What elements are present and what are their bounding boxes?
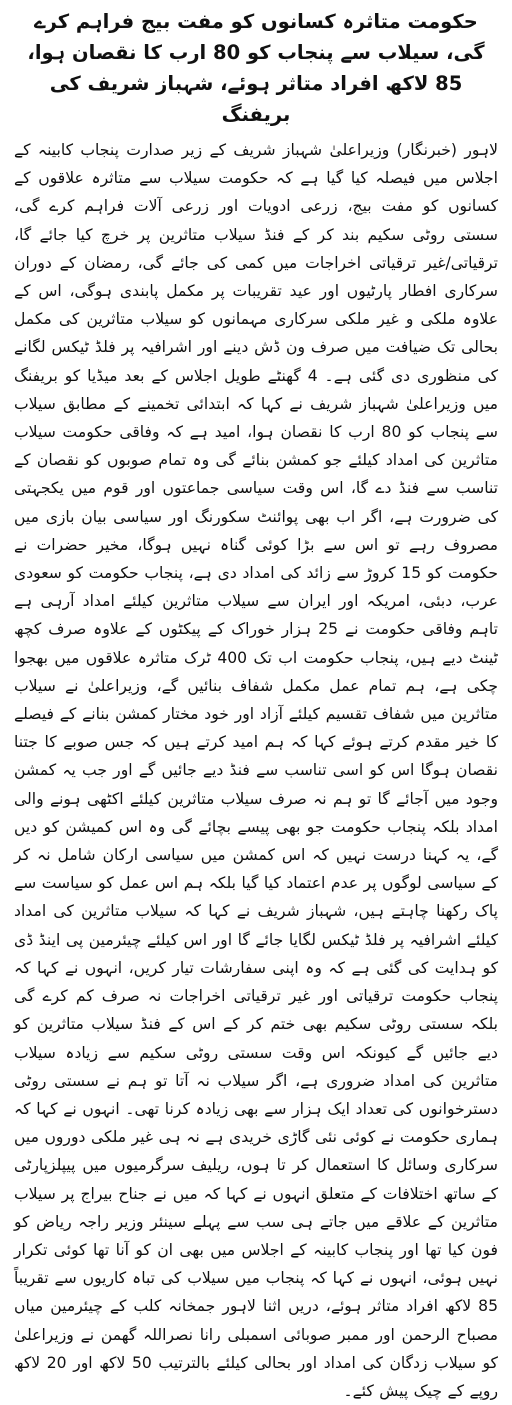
article-body: لاہور (خبرنگار) وزیراعلیٰ شہباز شریف کے زیر صدارت پنجاب کابینہ کے اجلاس میں فیصلہ کیا گیا ہے کہ حکومت سیلاب سے متاثرہ علاقوں کے کسانوں کو مفت بیج، زرعی ادویات اور زرعی آلات فراہم کرے گی، سستی روٹی سکیم بند کر کے فنڈ سیلاب متاثرین پر خرچ کیا جائے گا، ترقیاتی/غیر ترقیاتی اخراجات میں کمی کی جائے گی، رمضان کے دوران سرکاری افطار پارٹیوں اور عید تقریبات پر مکمل پابندی ہوگی، اس کے علاوہ ملکی و غیر ملکی سرکاری مہمانوں کو سیلاب متاثرین کی مکمل بحالی تک ضیافت میں صرف ون ڈش دینے اور اشرافیہ پر فلڈ ٹیکس لگانے کی منظوری دی گئی ہے۔ 4 گھنٹے طویل اجلاس کے بعد میڈیا کو بریفنگ میں وزیراعلیٰ شہباز شریف نے کہا کہ ابتدائی تخمینے کے مطابق سیلاب سے پنجاب کو 80 ارب کا نقصان ہوا، امید ہے کہ وفاقی حکومت سیلاب متاثرین کی امداد کیلئے جو کمشن بنائے گی وہ تمام صوبوں کو نقصان کے تناسب سے فنڈ دے گا، اس وقت سیاسی جماعتوں اور قوم میں یکجہتی کی ضرورت ہے، اگر اب بھی پوائنٹ سکورنگ اور سیاسی بیان بازی میں مصروف رہے تو اس سے بڑا کوئی گناہ نہیں ہوگا، مخیر حضرات نے حکومت کو 15 کروڑ سے زائد کی امداد دی ہے، پنجاب حکومت کو سعودی عرب، دبئی، امریکہ اور ایران سے سیلاب متاثرین کیلئے امداد آرہی ہے تاہم وفاقی حکومت نے 25 ہزار خوراک کے پیکٹوں کے علاوہ صرف کچھ ٹینٹ دیے ہیں، پنجاب حکومت اب تک 400 ٹرک متاثرہ علاقوں میں بھجوا چکی ہے، ہم تمام عمل مکمل شفاف بنائیں گے، وزیراعلیٰ نے سیلاب متاثرین میں شفاف تقسیم کیلئے آزاد اور خود مختار کمشن بنانے کے فیصلے کا خیر مقدم کرتے ہوئے کہا کہ ہم امید کرتے ہیں کہ جس صوبے کا جتنا نقصان ہوگا اس کو اسی تناسب سے فنڈ دیے جائیں گے اور جب یہ کمشن وجود میں آجائے گا تو ہم نہ صرف سیلاب متاثرین کیلئے اکٹھی ہونے والی امداد بلکہ پنجاب حکومت جو بھی پیسے بچائے گی وہ اس کمیشن کو دیں گے، یہ کہنا درست نہیں کہ اس کمشن میں سیاسی ارکان شامل نہ کر کے سیاسی لوگوں پر عدم اعتماد کیا گیا بلکہ ہم اس عمل کو سیاست سے پاک رکھنا چاہتے ہیں، شہباز شریف نے کہا کہ سیلاب متاثرین کی امداد کیلئے اشرافیہ پر فلڈ ٹیکس لگایا جائے گا اور اس کیلئے چیئرمین پی اینڈ ڈی کو ہدایت کی گئی ہے کہ وہ اپنی سفارشات تیار کریں، انہوں نے کہا کہ پنجاب حکومت ترقیاتی اور غیر ترقیاتی اخراجات نہ صرف کم کرے گی بلکہ سستی روٹی سکیم بھی ختم کر کے اس کے فنڈ سیلاب متاثرین کو دیے جائیں گے کیونکہ اس وقت سستی روٹی سکیم سے زیادہ سیلاب متاثرین کی امداد ضروری ہے، اگر سیلاب نہ آتا تو ہم نے سستی روٹی دسترخوانوں کی تعداد ایک ہزار سے بھی زیادہ کرنا تھی۔ انہوں نے کہا کہ ہماری حکومت نے کوئی نئی گاڑی خریدی ہے نہ ہی غیر ملکی دوروں میں سرکاری وسائل کا استعمال کر تا ہوں، ریلیف سرگرمیوں میں پیپلزپارٹی کے ساتھ اختلافات کے متعلق انہوں نے کہا کہ میں نے جناح بیراج پر سیلاب متاثرین کے علاقے میں جاتے ہی سب سے پہلے سینئر وزیر راجہ ریاض کو فون کیا تھا اور پنجاب کابینہ کے اجلاس میں بھی ان کو آنا تھا کوئی تکرار نہیں ہوئی، انہوں نے کہا کہ پنجاب میں سیلاب کی تباہ کاریوں سے تقریباً 85 لاکھ افراد متاثر ہوئے، دریں اثنا لاہور جمخانہ کلب کے چیئرمین میاں مصباح الرحمن اور ممبر صوبائی اسمبلی رانا نصراللہ گھمن نے وزیراعلیٰ کو سیلاب زدگان کی امداد اور بحالی کیلئے بالترتیب 50 لاکھ اور 20 لاکھ روپے کے چیک پیش کئے۔ — [14, 141, 498, 1400]
headline: حکومت متاثرہ کسانوں کو مفت بیج فراہم کرے گی، سیلاب سے پنجاب کو 80 ارب کا نقصان ہوا، 85 لاکھ افراد متاثر ہوئے، شہباز شریف کی بریفنگ — [27, 10, 485, 126]
